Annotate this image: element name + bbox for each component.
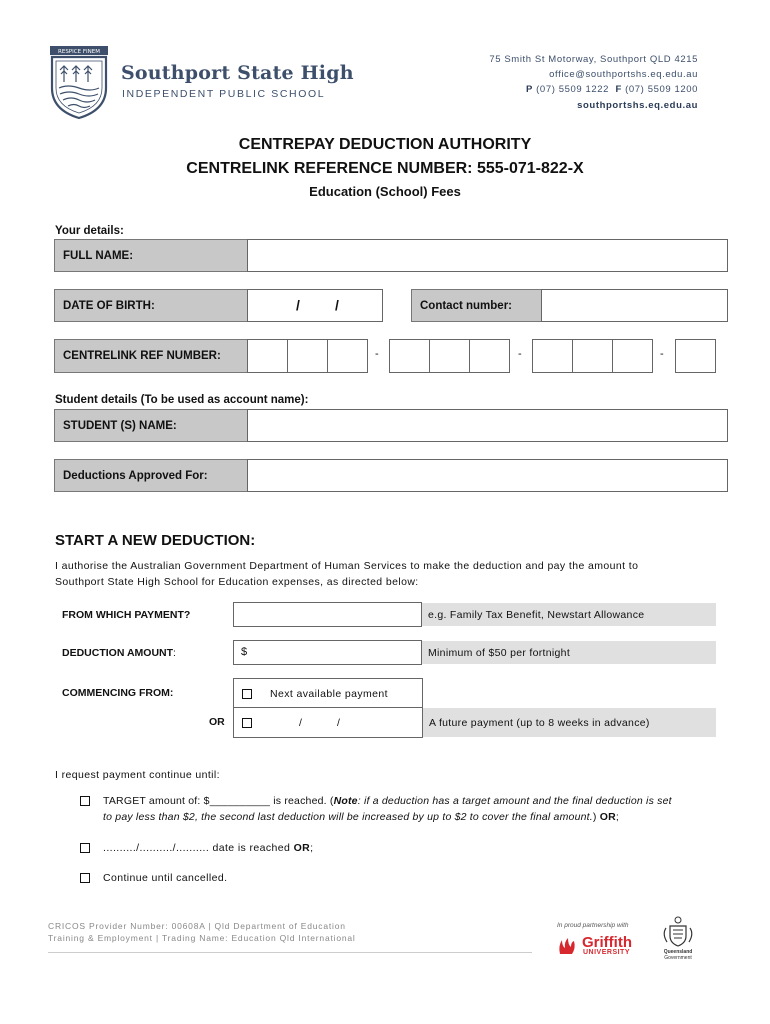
deduction-amount-colon: : xyxy=(173,647,176,659)
crn-label xyxy=(54,339,248,373)
note-word: Note xyxy=(333,795,358,807)
school-email: office@southportshs.eq.edu.au xyxy=(549,69,698,80)
qld-gov-line1: Queensland xyxy=(663,949,693,955)
future-payment-option xyxy=(233,707,423,738)
start-new-deduction-heading: START A NEW DEDUCTION: xyxy=(55,532,256,549)
griffith-name: Griffith xyxy=(582,934,632,951)
your-details-heading: Your details: xyxy=(55,225,124,237)
target-amount-text xyxy=(103,795,672,807)
student-details-heading: Student details (To be used as account name): xyxy=(55,394,309,406)
next-payment-label: Next available payment xyxy=(270,688,388,700)
crn-separator: - xyxy=(375,348,379,360)
future-payment-checkbox[interactable] xyxy=(242,718,252,728)
target-prefix: TARGET amount of: $__________ is reached. ( xyxy=(103,795,334,807)
queensland-government-logo xyxy=(657,916,699,962)
crest-motto: RESPICE FINEM xyxy=(58,49,100,55)
dob-field[interactable] xyxy=(247,289,383,322)
school-crest-logo xyxy=(48,44,110,120)
crn-separator: - xyxy=(660,348,664,360)
school-website: southportshs.eq.edu.au xyxy=(577,100,698,111)
or-label: OR xyxy=(209,716,225,728)
crn-digit-box[interactable] xyxy=(572,339,613,373)
target-close: ) xyxy=(592,811,597,823)
deduction-amount-field[interactable] xyxy=(233,640,422,665)
target-semicolon: ; xyxy=(615,811,619,823)
crn-label-text: CENTRELINK REF NUMBER: xyxy=(63,350,221,362)
authorisation-text-line2: Southport State High School for Education expenses, as directed below: xyxy=(55,576,419,588)
from-payment-hint: e.g. Family Tax Benefit, Newstart Allowance xyxy=(422,603,716,626)
crn-digit-box[interactable] xyxy=(287,339,328,373)
deduction-amount-label-text: DEDUCTION AMOUNT xyxy=(62,647,174,659)
from-payment-field[interactable] xyxy=(233,602,422,627)
crn-digit-box[interactable] xyxy=(469,339,510,373)
crn-digit-box[interactable] xyxy=(327,339,368,373)
future-date-separator: / xyxy=(299,717,303,729)
crn-digit-box[interactable] xyxy=(532,339,573,373)
centrelink-reference-title: CENTRELINK REFERENCE NUMBER: 555-071-822-X xyxy=(186,160,584,177)
qld-gov-line2: Government xyxy=(664,955,692,961)
crn-separator: - xyxy=(518,348,522,360)
crn-digit-box[interactable] xyxy=(247,339,288,373)
phone-number: (07) 5509 1222 xyxy=(536,84,610,95)
footer-cricos-line2: Training & Employment | Trading Name: Education Qld International xyxy=(48,933,356,943)
school-subtitle: INDEPENDENT PUBLIC SCHOOL xyxy=(122,88,326,100)
next-payment-option xyxy=(233,678,423,708)
target-amount-checkbox[interactable] xyxy=(80,796,90,806)
continue-until-intro: I request payment continue until: xyxy=(55,769,220,781)
griffith-flame-icon xyxy=(556,936,578,956)
crn-digit-box[interactable] xyxy=(389,339,430,373)
date-reached-text xyxy=(103,842,314,854)
griffith-subtitle: UNIVERSITY xyxy=(583,949,631,956)
date-or: OR xyxy=(293,842,311,854)
target-note-line2: to pay less than $2, the second last deduction will be increased by up to $2 to cover the final amount. xyxy=(103,811,593,823)
crn-check-letter-box[interactable] xyxy=(675,339,716,373)
dob-separator: / xyxy=(296,297,300,313)
from-payment-label: FROM WHICH PAYMENT? xyxy=(62,609,191,621)
deduction-amount-hint: Minimum of $50 per fortnight xyxy=(422,641,716,664)
footer-cricos-line1: CRICOS Provider Number: 00608A | Qld Department of Education xyxy=(48,921,346,931)
deductions-approved-label: Deductions Approved For: xyxy=(54,459,248,492)
dob-separator: / xyxy=(335,297,339,313)
target-or: OR xyxy=(599,811,616,823)
date-reached-checkbox[interactable] xyxy=(80,843,90,853)
partnership-text: In proud partnership with xyxy=(557,922,629,929)
footer-divider xyxy=(48,952,532,953)
authorisation-text-line1: I authorise the Australian Government Department of Human Services to make the deduction and pay the amount to xyxy=(55,560,639,572)
school-name: Southport State High xyxy=(121,62,354,84)
commencing-from-label: COMMENCING FROM: xyxy=(62,687,174,699)
crn-digit-boxes xyxy=(247,339,717,373)
dollar-prefix: $ xyxy=(241,646,248,658)
school-address: 75 Smith St Motorway, Southport QLD 4215 xyxy=(489,54,698,65)
fax-label: F xyxy=(615,84,622,95)
deduction-amount-label xyxy=(62,647,176,659)
target-amount-text-line2 xyxy=(103,811,619,823)
student-name-field[interactable] xyxy=(247,409,728,442)
future-date-separator: / xyxy=(337,717,341,729)
student-name-label: STUDENT (S) NAME: xyxy=(54,409,248,442)
continue-until-cancelled-checkbox[interactable] xyxy=(80,873,90,883)
full-name-label: FULL NAME: xyxy=(54,239,248,272)
dob-label: DATE OF BIRTH: xyxy=(54,289,248,322)
contact-number-label: Contact number: xyxy=(411,289,542,322)
deductions-approved-field[interactable] xyxy=(247,459,728,492)
full-name-field[interactable] xyxy=(247,239,728,272)
griffith-university-logo xyxy=(556,934,646,958)
form-subtitle: Education (School) Fees xyxy=(309,184,461,199)
date-option: ........../........../.......... date is reached xyxy=(103,842,291,854)
crn-digit-box[interactable] xyxy=(429,339,470,373)
phone-label: P xyxy=(525,84,533,95)
contact-number-field[interactable] xyxy=(541,289,728,322)
date-semicolon: ; xyxy=(310,842,314,854)
future-payment-hint: A future payment (up to 8 weeks in advance) xyxy=(423,708,716,737)
school-phone-line xyxy=(526,84,698,95)
continue-until-cancelled-label: Continue until cancelled. xyxy=(103,872,228,884)
crn-digit-box[interactable] xyxy=(612,339,653,373)
fax-number: (07) 5509 1200 xyxy=(625,84,698,95)
next-payment-checkbox[interactable] xyxy=(242,689,252,699)
form-title: CENTREPAY DEDUCTION AUTHORITY xyxy=(238,136,532,153)
queensland-crest-icon xyxy=(660,916,696,948)
target-note: : if a deduction has a target amount and the final deduction is set xyxy=(357,795,672,807)
